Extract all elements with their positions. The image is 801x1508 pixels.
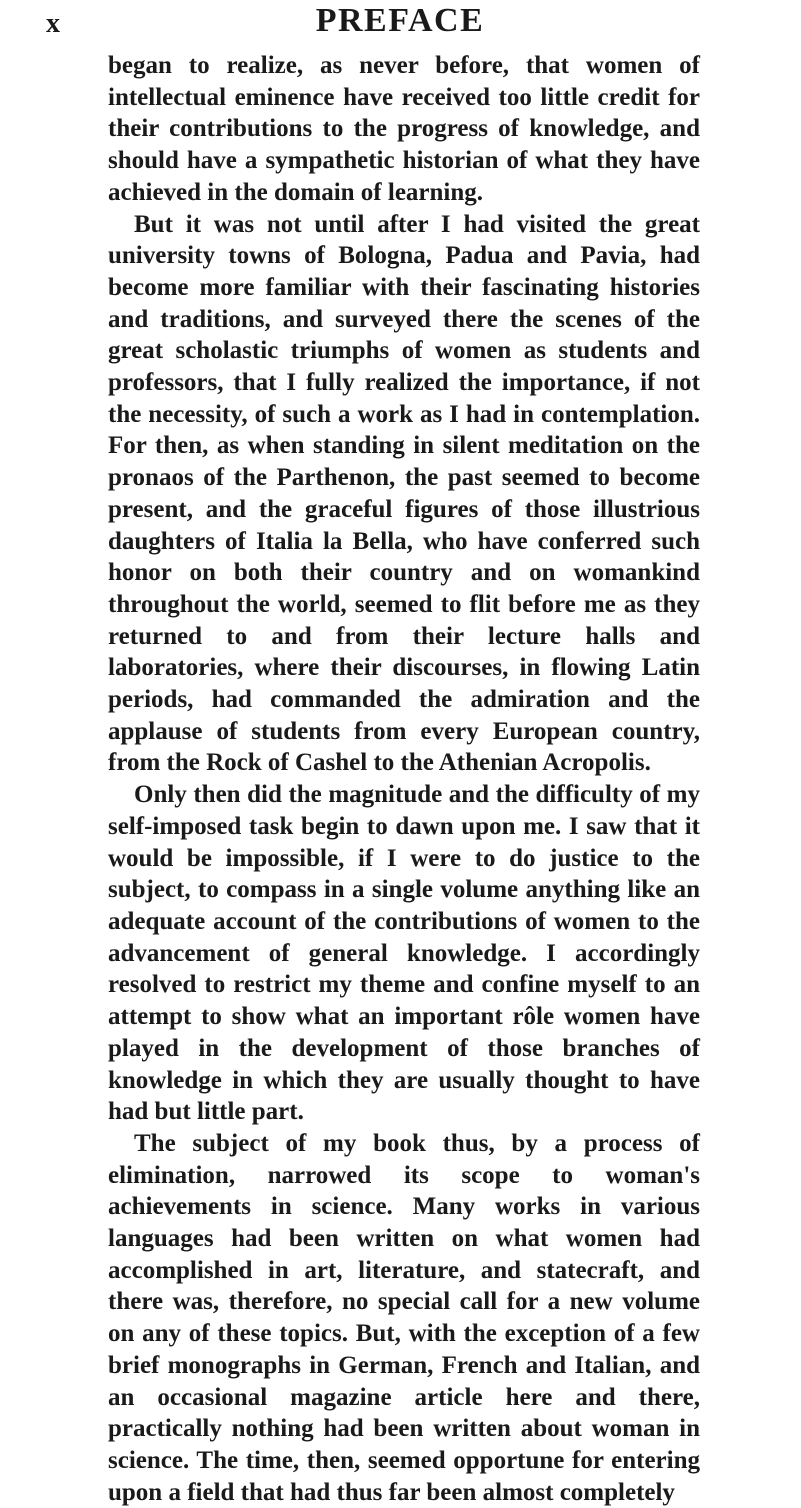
paragraph <box>108 779 700 1128</box>
body-text <box>108 50 700 1508</box>
paragraph-text: But it was not until after I had visited the great university towns of Bologna, Padua and Pavia, had become more familiar with their fascinating histories and traditions, and surveyed there the scenes of the great scholastic triumphs of women as students and professors, that I fully realized the importance, if not the necessity, of such a work as I had in contemplation. For then, as when standing in silent meditation on the pronaos of the Parthenon, the past seemed to become present, and the graceful figures of those illustrious daughters of Italia la Bella, who have conferred such honor on both their country and on womankind throughout the world, seemed to flit before me as they returned to and from their lecture halls and laboratories, where their discourses, in flowing Latin periods, had commanded the admiration and the applause of students from every European country, from the Rock of Cashel to the Athenian Acropolis. <box>108 210 700 777</box>
paragraph-text: Only then did the magnitude and the difficulty of my self-imposed task begin to dawn upon me. I saw that it would be impossible, if I were to do justice to the subject, to compass in a single volume anything like an adequate account of the contributions of women to the advancement of general knowledge. I accordingly resolved to restrict my theme and confine myself to an attempt to show what an important rôle women have played in the development of those branches of knowledge in which they are usually thought to have had but little part. <box>108 781 700 1126</box>
paragraph-continuation <box>108 50 700 209</box>
page-number: x <box>46 8 61 39</box>
paragraph <box>108 209 700 780</box>
paragraph-text: The subject of my book thus, by a process of elimination, narrowed its scope to woman's achievements in science. Many works in various languages had been written on what women had accomplished in art, literature, and statecraft, and there was, therefore, no special call for a new volume on any of these topics. But, with the exception of a few brief monographs in German, French and Italian, and an occasional magazine article here and there, practically nothing had been written about woman in science. The time, then, seemed opportune for entering upon a field that had thus far been almost completely <box>108 1129 700 1506</box>
paragraph-text: began to realize, as never before, that women of intellectual eminence have received too little credit for their contributions to the progress of knowledge, and should have a sympathetic historian of what they have achieved in the domain of learning. <box>108 52 700 206</box>
running-title: PREFACE <box>315 2 485 39</box>
